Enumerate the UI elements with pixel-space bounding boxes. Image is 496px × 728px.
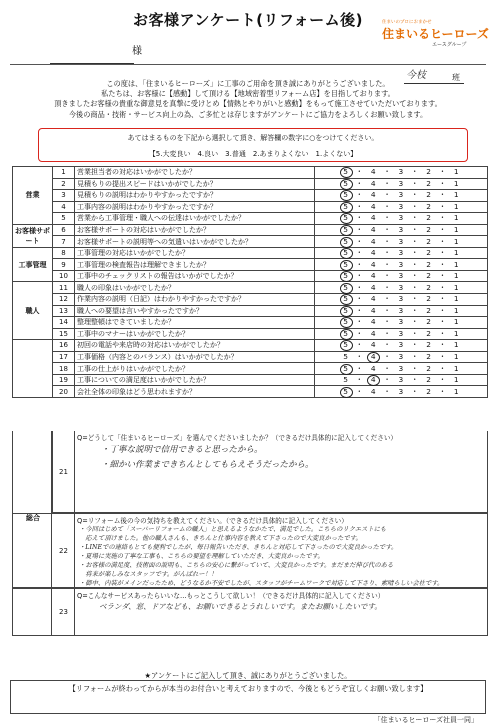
rating-scale: 5 ・ 4 ・ 3 ・ 2 ・ 1 [343, 236, 459, 246]
question-row [13, 305, 488, 317]
question-number: 5 [53, 213, 75, 225]
selected-rating-circle [367, 352, 380, 363]
category-overall-label: 総合 [26, 514, 40, 522]
selected-rating-circle [340, 294, 353, 305]
question-text: 見積もりの説明はわかりやすかったですか？ [75, 190, 315, 202]
category-blank [13, 340, 53, 398]
rating-scale: 5 ・ 4 ・ 3 ・ 2 ・ 1 [343, 386, 459, 396]
q21-answer: ・細かい作業まできちんとしてもらえそうだったから。 [101, 460, 314, 470]
rating-options[interactable] [315, 201, 488, 213]
rating-options[interactable] [315, 282, 488, 294]
rating-options[interactable] [315, 236, 488, 248]
selected-rating-circle [340, 179, 353, 190]
intro-line: 私たちは、お客様に【感動】して頂ける【地域密着型リフォーム店】を目指しております。 [101, 89, 395, 99]
rating-scale: 5 ・ 4 ・ 3 ・ 2 ・ 1 [343, 167, 459, 177]
q22-question: Q=リフォーム後の今の気持ちを教えてください。（できるだけ具体的に記入してください） [77, 517, 348, 525]
rating-scale: 5 ・ 4 ・ 3 ・ 2 ・ 1 [343, 317, 459, 327]
question-row [13, 340, 488, 352]
question-text: 工事管理の対応はいかがでしたか？ [75, 247, 315, 259]
class-label: 班 [452, 73, 460, 82]
question-text: お客様サポートの対応はいかがでしたか？ [75, 224, 315, 236]
question-row [13, 294, 488, 306]
question-number: 22 [53, 514, 75, 588]
question-row [13, 374, 488, 386]
rating-options[interactable] [315, 259, 488, 271]
footer-box [10, 680, 486, 714]
q23-section [12, 588, 488, 636]
q22-answer: ・今回はじめて「スーパーリフォームの職人」と思えるようなかたで、満足でした。こちらのリクエストにも [79, 526, 387, 533]
rating-scale: 5 ・ 4 ・ 3 ・ 2 ・ 1 [343, 305, 459, 315]
question-text: 工事についての満足度はいかがでしたか？ [75, 374, 315, 386]
question-row [13, 270, 488, 282]
question-number: 2 [53, 178, 75, 190]
class-handwritten: 今枝 [406, 70, 426, 81]
question-number: 11 [53, 282, 75, 294]
instruction-line: あてはまるものを下記から選択して頂き、解答欄の数字に○をつけてください。 [127, 134, 379, 142]
category-construction-mgmt: 工事管理 [13, 247, 53, 282]
rating-options[interactable] [315, 340, 488, 352]
question-number: 12 [53, 294, 75, 306]
question-row [13, 386, 488, 398]
q21-answer: ・丁寧な説明で信用できると思ったから。 [101, 445, 263, 455]
rating-options[interactable] [315, 178, 488, 190]
company-logo [382, 22, 488, 48]
rating-scale: 5 ・ 4 ・ 3 ・ 2 ・ 1 [343, 294, 459, 304]
rating-table [12, 166, 488, 398]
selected-rating-circle [340, 317, 353, 328]
question-text: 工事中のマナーはいかがでしたか？ [75, 328, 315, 340]
selected-rating-circle [340, 329, 353, 340]
header-divider [10, 64, 486, 65]
rating-options[interactable] [315, 224, 488, 236]
rating-options[interactable] [315, 167, 488, 179]
question-text: 工事内容の説明はわかりやすかったですか？ [75, 201, 315, 213]
selected-rating-circle [340, 213, 353, 224]
category-sales: 営業 [13, 167, 53, 225]
rating-scale: 5 ・ 4 ・ 3 ・ 2 ・ 1 [343, 340, 459, 350]
question-text: 職人への要望は言いやすかったですか？ [75, 305, 315, 317]
intro-line: この度は、「住まいるヒーローズ」に工事のご用命を頂き誠にありがとうございました。 [106, 79, 390, 88]
question-number: 15 [53, 328, 75, 340]
question-number: 16 [53, 340, 75, 352]
rating-scale: 5 ・ 4 ・ 3 ・ 2 ・ 1 [343, 282, 459, 292]
question-row [13, 213, 488, 225]
question-text: 工事中のチェックリストの報告はいかがでしたか？ [75, 270, 315, 282]
footer-signature: 「住まいるヒーローズ社員一同」 [373, 716, 478, 724]
question-text: 工事の仕上がりはいかがでしたか？ [75, 363, 315, 375]
rating-legend: 【5.大変良い 4.良い 3.普通 2.あまりよくない 1.よくない】 [148, 150, 358, 158]
rating-options[interactable] [315, 305, 488, 317]
question-number: 7 [53, 236, 75, 248]
question-row [13, 236, 488, 248]
question-text: 職人の印象はいかがでしたか？ [75, 282, 315, 294]
question-row [13, 167, 488, 179]
rating-scale: 5 ・ 4 ・ 3 ・ 2 ・ 1 [343, 190, 459, 200]
question-number: 14 [53, 317, 75, 329]
q21-section [12, 431, 488, 513]
rating-scale: 5 ・ 4 ・ 3 ・ 2 ・ 1 [343, 201, 459, 211]
selected-rating-circle [340, 167, 353, 178]
q22-answer: ・夏場に実施の丁寧な工事も、こちらの要望を理解していただき、大変良かったです。 [79, 553, 324, 560]
question-number: 6 [53, 224, 75, 236]
selected-rating-circle [340, 237, 353, 248]
rating-scale: 5 ・ 4 ・ 3 ・ 2 ・ 1 [343, 178, 459, 188]
rating-scale: 5 ・ 4 ・ 3 ・ 2 ・ 1 [343, 363, 459, 373]
question-number: 20 [53, 386, 75, 398]
question-text: 営業担当者の対応はいかがでしたか？ [75, 167, 315, 179]
question-row [13, 224, 488, 236]
page-title: お客様アンケート(リフォーム後) [132, 11, 364, 29]
rating-options[interactable] [315, 213, 488, 225]
intro-line: 今後の商品・技術・サービス向上の為、ご多忙とは存じますがアンケートにご協力をよろしくお願い致します。 [68, 109, 428, 119]
question-text: 会社全体の印象はどう思われますか？ [75, 386, 315, 398]
selected-rating-circle [340, 260, 353, 271]
rating-options[interactable] [315, 374, 488, 386]
rating-scale: 5 ・ 4 ・ 3 ・ 2 ・ 1 [343, 225, 459, 234]
q22-answer: 将来が楽しみなスタッフです。がんばれー！！ [79, 571, 218, 578]
rating-scale: 5 ・ 4 ・ 3 ・ 2 ・ 1 [343, 213, 459, 223]
name-suffix: 様 [132, 46, 142, 57]
q23-question: Q=こんなサービスあったらいいな…もっとこうして欲しい！（できるだけ具体的に記入してください） [77, 592, 385, 600]
question-number: 1 [53, 167, 75, 179]
selected-rating-circle [340, 248, 353, 259]
selected-rating-circle [340, 190, 353, 201]
question-row [13, 259, 488, 271]
question-text: 見積もりの提出スピードはいかがでしたか？ [75, 178, 315, 190]
question-number: 18 [53, 363, 75, 375]
selected-rating-circle [340, 283, 353, 294]
logo-tagline: 住まいのプロにおまかせ [382, 20, 432, 25]
rating-options[interactable] [315, 328, 488, 340]
question-number: 21 [53, 431, 75, 513]
question-number: 4 [53, 201, 75, 213]
q21-question: Q=どうして「住まいるヒーローズ」を選んでくださいましたか？（できるだけ具体的に記入してください） [77, 434, 398, 442]
rating-scale: 5 ・ 4 ・ 3 ・ 2 ・ 1 [343, 375, 459, 385]
rating-options[interactable] [315, 363, 488, 375]
q23-answer: ベランダ、窓、ドアなども、お願いできるとうれしいです。またお願いしたいです。 [99, 602, 382, 611]
question-row [13, 201, 488, 213]
question-row [13, 351, 488, 363]
rating-scale: 5 ・ 4 ・ 3 ・ 2 ・ 1 [343, 248, 459, 258]
q22-answer: ・お客様の満足度、技術面の説明も、こちらの安心に繋がっていて、大変良かったです。まだまだ伸び代のある [79, 562, 394, 569]
rating-options[interactable] [315, 351, 488, 363]
question-row [13, 178, 488, 190]
logo-name: 住まいるヒーローズ [382, 27, 489, 41]
instruction-box [38, 128, 468, 162]
selected-rating-circle [340, 271, 353, 282]
question-text: 初回の電話や来店時の対応はいかがでしたか？ [75, 340, 315, 352]
question-text: 営業から工事管理・職人への伝達はいかがでしたか？ [75, 213, 315, 225]
selected-rating-circle [340, 387, 353, 398]
intro-line: 頂きましたお客様の貴重な御意見を真摯に受けとめ【情熱とやりがいと感動】をもって施工させていただいております。 [54, 99, 442, 109]
rating-options[interactable] [315, 386, 488, 398]
question-text: お客様サポートの説明等への気遣いはいかがでしたか？ [75, 236, 315, 248]
question-text: 整理整頓はできていましたか？ [75, 317, 315, 329]
intro-text [18, 79, 478, 120]
question-text: 工事価格（内容とのバランス）はいかがでしたか？ [75, 351, 315, 363]
question-number: 8 [53, 247, 75, 259]
footer-line: ★アンケートにご記入して頂き、誠にありがとうございました。 [144, 671, 352, 680]
category-craftsman: 職人 [13, 282, 53, 340]
logo-sub: エースグループ [432, 42, 467, 48]
q22-answer: ・御中、内装がメインだったため、どうなるか不安でしたが、スタッフがチームワークで対応して下さり、素晴らしい会社です。 [79, 580, 444, 587]
question-text: 工事管理の検査報告は理解できましたか？ [75, 259, 315, 271]
question-number: 10 [53, 270, 75, 282]
selected-rating-circle [367, 375, 380, 386]
rating-options[interactable] [315, 247, 488, 259]
question-row [13, 190, 488, 202]
selected-rating-circle [340, 364, 353, 375]
footer-line: 【リフォームが終わってからが本当のお付合いと考えておりますので、今後ともどうぞ宜しくお願い致します】 [68, 684, 428, 693]
rating-options[interactable] [315, 317, 488, 329]
question-number: 3 [53, 190, 75, 202]
q22-answer: ・LINEでの連絡もとても便利でしたが、毎日報告いただき、きちんと対応して下さったので大変良かったです。 [79, 544, 398, 551]
rating-options[interactable] [315, 270, 488, 282]
rating-options[interactable] [315, 294, 488, 306]
rating-scale: 5 ・ 4 ・ 3 ・ 2 ・ 1 [343, 271, 459, 281]
question-text: 作業内容の説明（日記）はわかりやすかったですか？ [75, 294, 315, 306]
q22-answer: 応えて頂けました。他の職人さんも、きちんと仕事内容を教えて下さったので大変良かったです。 [79, 535, 362, 542]
selected-rating-circle [340, 202, 353, 213]
question-number: 13 [53, 305, 75, 317]
rating-scale: 5 ・ 4 ・ 3 ・ 2 ・ 1 [343, 352, 459, 362]
rating-scale: 5 ・ 4 ・ 3 ・ 2 ・ 1 [343, 259, 459, 269]
category-support: お客様サポート [13, 224, 53, 247]
question-row [13, 328, 488, 340]
selected-rating-circle [340, 306, 353, 317]
selected-rating-circle [340, 340, 353, 351]
question-row [13, 247, 488, 259]
question-number: 19 [53, 374, 75, 386]
customer-name-field[interactable] [50, 50, 134, 64]
question-number: 23 [53, 589, 75, 636]
question-row [13, 282, 488, 294]
question-row [13, 317, 488, 329]
rating-options[interactable] [315, 190, 488, 202]
question-number: 9 [53, 259, 75, 271]
question-number: 17 [53, 351, 75, 363]
rating-scale: 5 ・ 4 ・ 3 ・ 2 ・ 1 [343, 328, 459, 338]
question-row [13, 363, 488, 375]
q22-section [12, 513, 488, 588]
selected-rating-circle [340, 225, 353, 236]
